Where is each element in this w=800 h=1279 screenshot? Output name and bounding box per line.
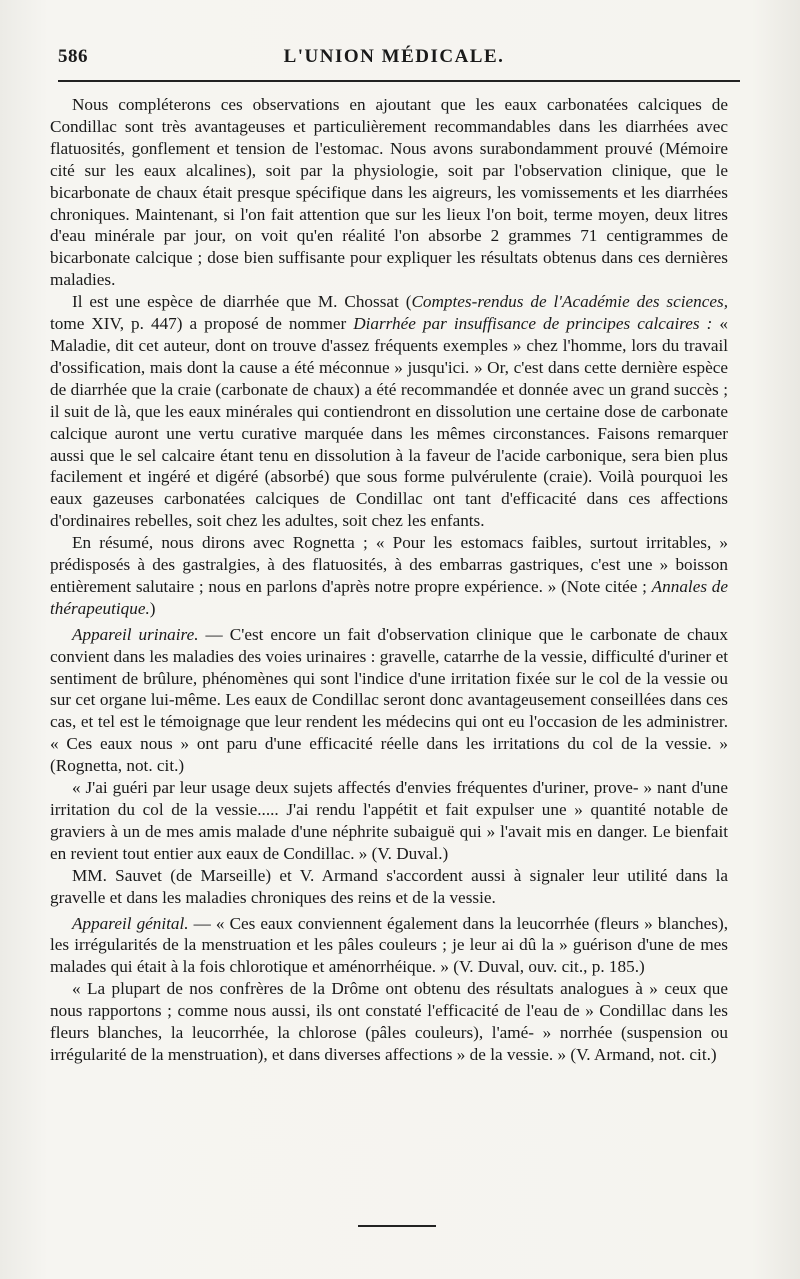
paragraph-p5 (50, 777, 728, 865)
paragraph-p7 (50, 913, 728, 979)
article-body (50, 94, 728, 1066)
paragraph-p6 (50, 865, 728, 909)
end-rule (358, 1225, 436, 1227)
page-number: 586 (58, 46, 88, 67)
running-title: L'UNION MÉDICALE. (283, 46, 505, 67)
italic-text: Appareil génital. (72, 913, 189, 933)
text-run: MM. Sauvet (de Marseille) et V. Armand s'accordent aussi à signaler leur utilité dans la gravelle et dans les maladies chroniques des reins et de la vessie. (50, 865, 728, 907)
italic-text: Appareil urinaire. (72, 624, 199, 644)
text-run: — « Ces eaux conviennent également dans la leucorrhée (fleurs » blanches), les irrégularités de la menstruation et les pâles couleurs ; je leur ai dû la » guérison d'une de mes malades qui était à la fois chlorotique et aménorrhéique. » (V. Duval, ouv. cit., p. 185.) (50, 913, 728, 977)
italic-text: Annales de thérapeutique. (50, 576, 728, 618)
italic-text: Comptes-rendus de l'Académie des sciences, (411, 292, 728, 312)
paragraph-p2 (50, 291, 728, 532)
page-header (58, 46, 730, 74)
paragraph-p3 (50, 532, 728, 620)
paragraph-p8 (50, 978, 728, 1066)
paragraph-p4 (50, 624, 728, 777)
text-run: « Maladie, dit cet auteur, dont on trouve d'assez fréquents exemples » chez l'homme, lors du travail d'ossification, mais dont la cause a été méconnue » jusqu'ici. » Or, c'est dans cette dernière espèce de diarrhée que la craie (carbonate de chaux) a été recommandée et donnée avec un grand succès ; il suit de là, que les eaux minérales qui contiendront en dissolution une certaine dose de carbonate calcique auront une vertu curative marquée dans les mêmes circonstances. Faisons remarquer aussi que le sel calcaire étant tenu en dissolution à la faveur de l'acide carbonique, sera bien plus facilement et ingéré et digéré (absorbé) que sous forme pulvérulente (craie). Voilà pourquoi les eaux gazeuses carbonatées calciques de Condillac ont tant d'efficacité dans ces affections d'ordinaires rebelles, soit chez les adultes, soit chez les enfants. (50, 314, 729, 531)
header-rule (58, 80, 740, 82)
text-run: « J'ai guéri par leur usage deux sujets affectés d'envies fréquentes d'uriner, prove- » nant d'une irritation du col de la vessie..... J'ai rendu l'appétit et fait expulser une » quantité notable de graviers à un de mes amis malade d'une néphrite subaiguë qui » l'avait mis en danger. Le bienfait en revient tout entier aux eaux de Condillac. » (V. Duval.) (50, 778, 728, 863)
text-run: tome XIV, p. 447) a proposé de nommer (50, 314, 354, 334)
paragraph-p1 (50, 94, 728, 291)
text-run: « La plupart de nos confrères de la Drôme ont obtenu des résultats analogues à » ceux que nous rapportons ; comme nous aussi, ils ont constaté l'efficacité de l'eau de » Condillac dans les fleurs blanches, la leucorrhée, la chlorose (pâles couleurs), l'amé- » norrhée (suspension ou irrégularité de la menstruation), et dans diverses affections » de la vessie. » (V. Armand, not. cit.) (50, 979, 728, 1064)
text-run: ) (149, 598, 156, 618)
text-run: En résumé, nous dirons avec Rognetta ; « Pour les estomacs faibles, surtout irritables, » prédisposés à des gastralgies, à des flatuosités, à des embarras gastriques, c'est une » boisson entièrement salutaire ; nous en parlons d'après notre propre expérience. » (Note citée ; (50, 533, 728, 596)
italic-text: Diarrhée par insuffisance de principes calcaires : (353, 314, 713, 334)
text-run: Il est une espèce de diarrhée que M. Chossat ( (72, 292, 412, 312)
text-run: — C'est encore un fait d'observation clinique que le carbonate de chaux convient dans les maladies des voies urinaires : gravelle, catarrhe de la vessie, difficulté d'uriner et sentiment de brûlure, phénomènes qui sont l'indice d'une irritation fixée sur le col de la vessie ou sur cet organe lui-même. Les eaux de Condillac seront donc avantageusement conseillées dans ces cas, et tel est le témoignage que leur rendent les médecins qui ont eu l'occasion de les administrer. « Ces eaux nous » ont paru d'une efficacité réelle dans les irritations du col de la vessie. » (Rognetta, not. cit.) (50, 624, 728, 776)
text-run: Nous compléterons ces observations en ajoutant que les eaux carbonatées calciques de Condillac sont très avantageuses et particulièrement recommandables dans les diarrhées avec flatuosités, gonflement et tension de l'estomac. Nous avons surabondamment prouvé (Mémoire cité sur les eaux alcalines), soit par la physiologie, soit par l'observation clinique, que le bicarbonate de chaux était presque spécifique dans les aigreurs, les vomissements et les diarrhées chroniques. Maintenant, si l'on fait attention que sur les lieux l'on boit, terme moyen, deux litres d'eau minérale par jour, on voit qu'en réalité l'on absorbe 2 grammes 71 centigrammes de bicarbonate calcique ; dose bien suffisante pour expliquer les résultats obtenus dans ces dernières maladies. (50, 95, 728, 290)
